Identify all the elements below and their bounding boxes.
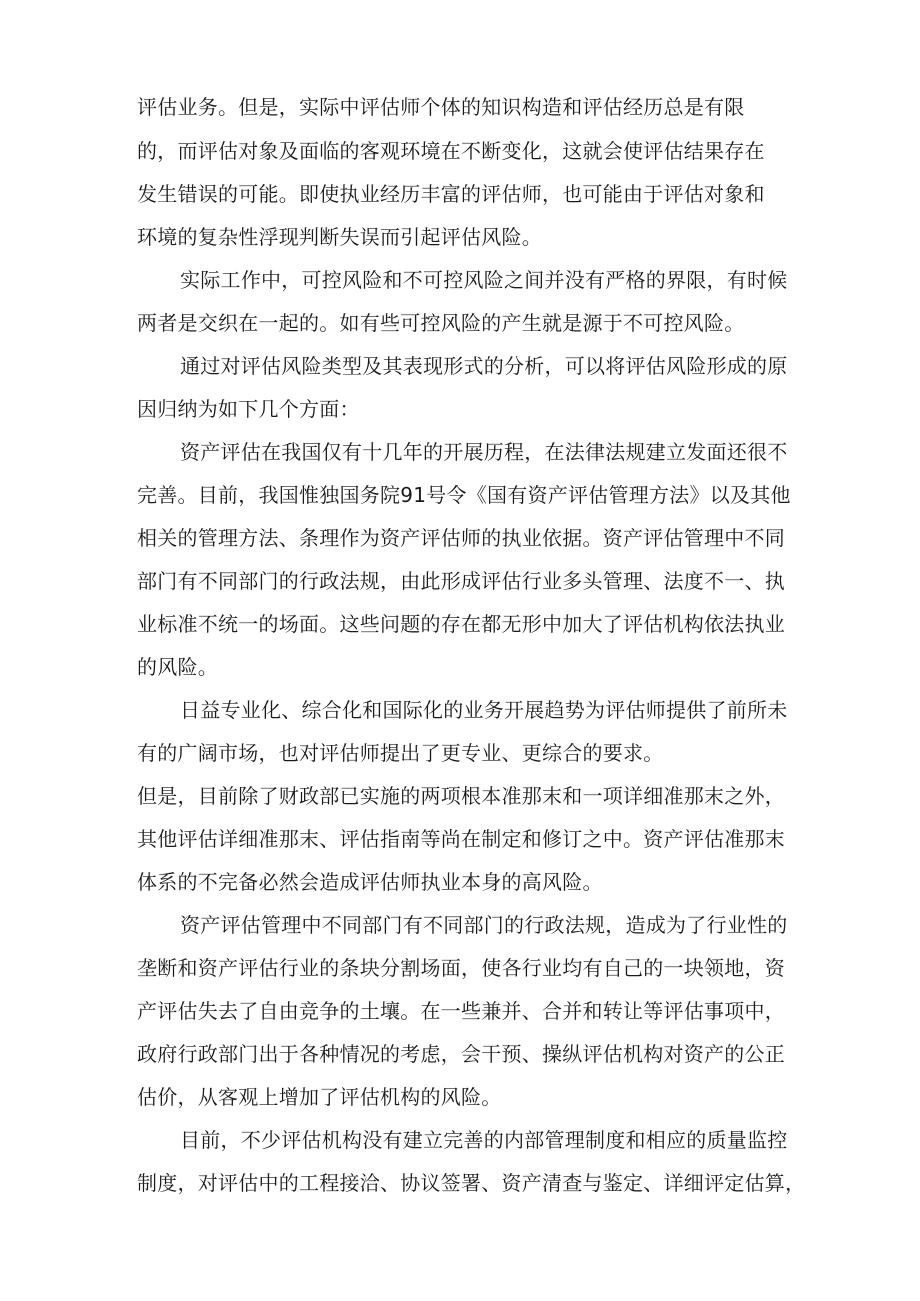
paragraph-start-line: 目前，不少评估机构没有建立完善的内部管理制度和相应的质量监控 xyxy=(180,1128,788,1152)
text-line: 的风险。 xyxy=(137,655,218,679)
text-line: 评估业务。但是，实际中评估师个体的知识构造和评估经历总是有限 xyxy=(137,95,745,119)
paragraph-start-line: 通过对评估风险类型及其表现形式的分析，可以将评估风险形成的原 xyxy=(180,354,788,378)
text-line: 制度，对评估中的工程接洽、协议签署、资产清查与鉴定、详细评定估算， xyxy=(137,1171,806,1195)
paragraph-start-line: 实际工作中，可控风险和不可控风险之间并没有严格的界限，有时候 xyxy=(180,268,788,292)
text-line: 但是，目前除了财政部已实施的两项根本准那末和一项详细准那末之外， xyxy=(137,784,785,808)
paragraph-start-line: 资产评估管理中不同部门有不同部门的行政法规，造成为了行业性的 xyxy=(180,913,788,937)
text-line: 政府行政部门出于各种情况的考虑，会干预、操纵评估机构对资产的公正 xyxy=(137,1042,785,1066)
text-line: 因归纳为如下几个方面： xyxy=(137,397,360,421)
text-line: 估价，从客观上增加了评估机构的风险。 xyxy=(137,1085,502,1109)
text-line: 两者是交织在一起的。如有些可控风险的产生就是源于不可控风险。 xyxy=(137,311,745,335)
text-line: 其他评估详细准那末、评估指南等尚在制定和修订之中。资产评估准那末 xyxy=(137,827,785,851)
text-line: 相关的管理方法、条理作为资产评估师的执业依据。资产评估管理中不同 xyxy=(137,526,785,550)
paragraph-start-line: 资产评估在我国仅有十几年的开展历程，在法律法规建立发面还很不 xyxy=(180,440,788,464)
text-line: 有的广阔市场，也对评估师提出了更专业、更综合的要求。 xyxy=(137,741,664,765)
text-line: 完善。目前，我国惟独国务院91号令《国有资产评估管理方法》以及其他 xyxy=(137,483,791,507)
text-line: 体系的不完备必然会造成评估师执业本身的高风险。 xyxy=(137,870,603,894)
text-line: 垄断和资产评估行业的条块分割场面，使各行业均有自己的一块领地，资 xyxy=(137,956,785,980)
text-line: 发生错误的可能。即使执业经历丰富的评估师，也可能由于评估对象和 xyxy=(137,182,765,206)
text-line: 部门有不同部门的行政法规，由此形成评估行业多头管理、法度不一、执 xyxy=(137,569,785,593)
text-line: 业标准不统一的场面。这些问题的存在都无形中加大了评估机构依法执业 xyxy=(137,612,785,636)
text-line: 环境的复杂性浮现判断失误而引起评估风险。 xyxy=(137,225,542,249)
text-line: 产评估失去了自由竞争的土壤。在一些兼并、合并和转让等评估事项中， xyxy=(137,999,785,1023)
text-line: 的，而评估对象及面临的客观环境在不断变化，这就会使评估结果存在 xyxy=(137,139,765,163)
paragraph-start-line: 日益专业化、综合化和国际化的业务开展趋势为评估师提供了前所未 xyxy=(180,698,788,722)
